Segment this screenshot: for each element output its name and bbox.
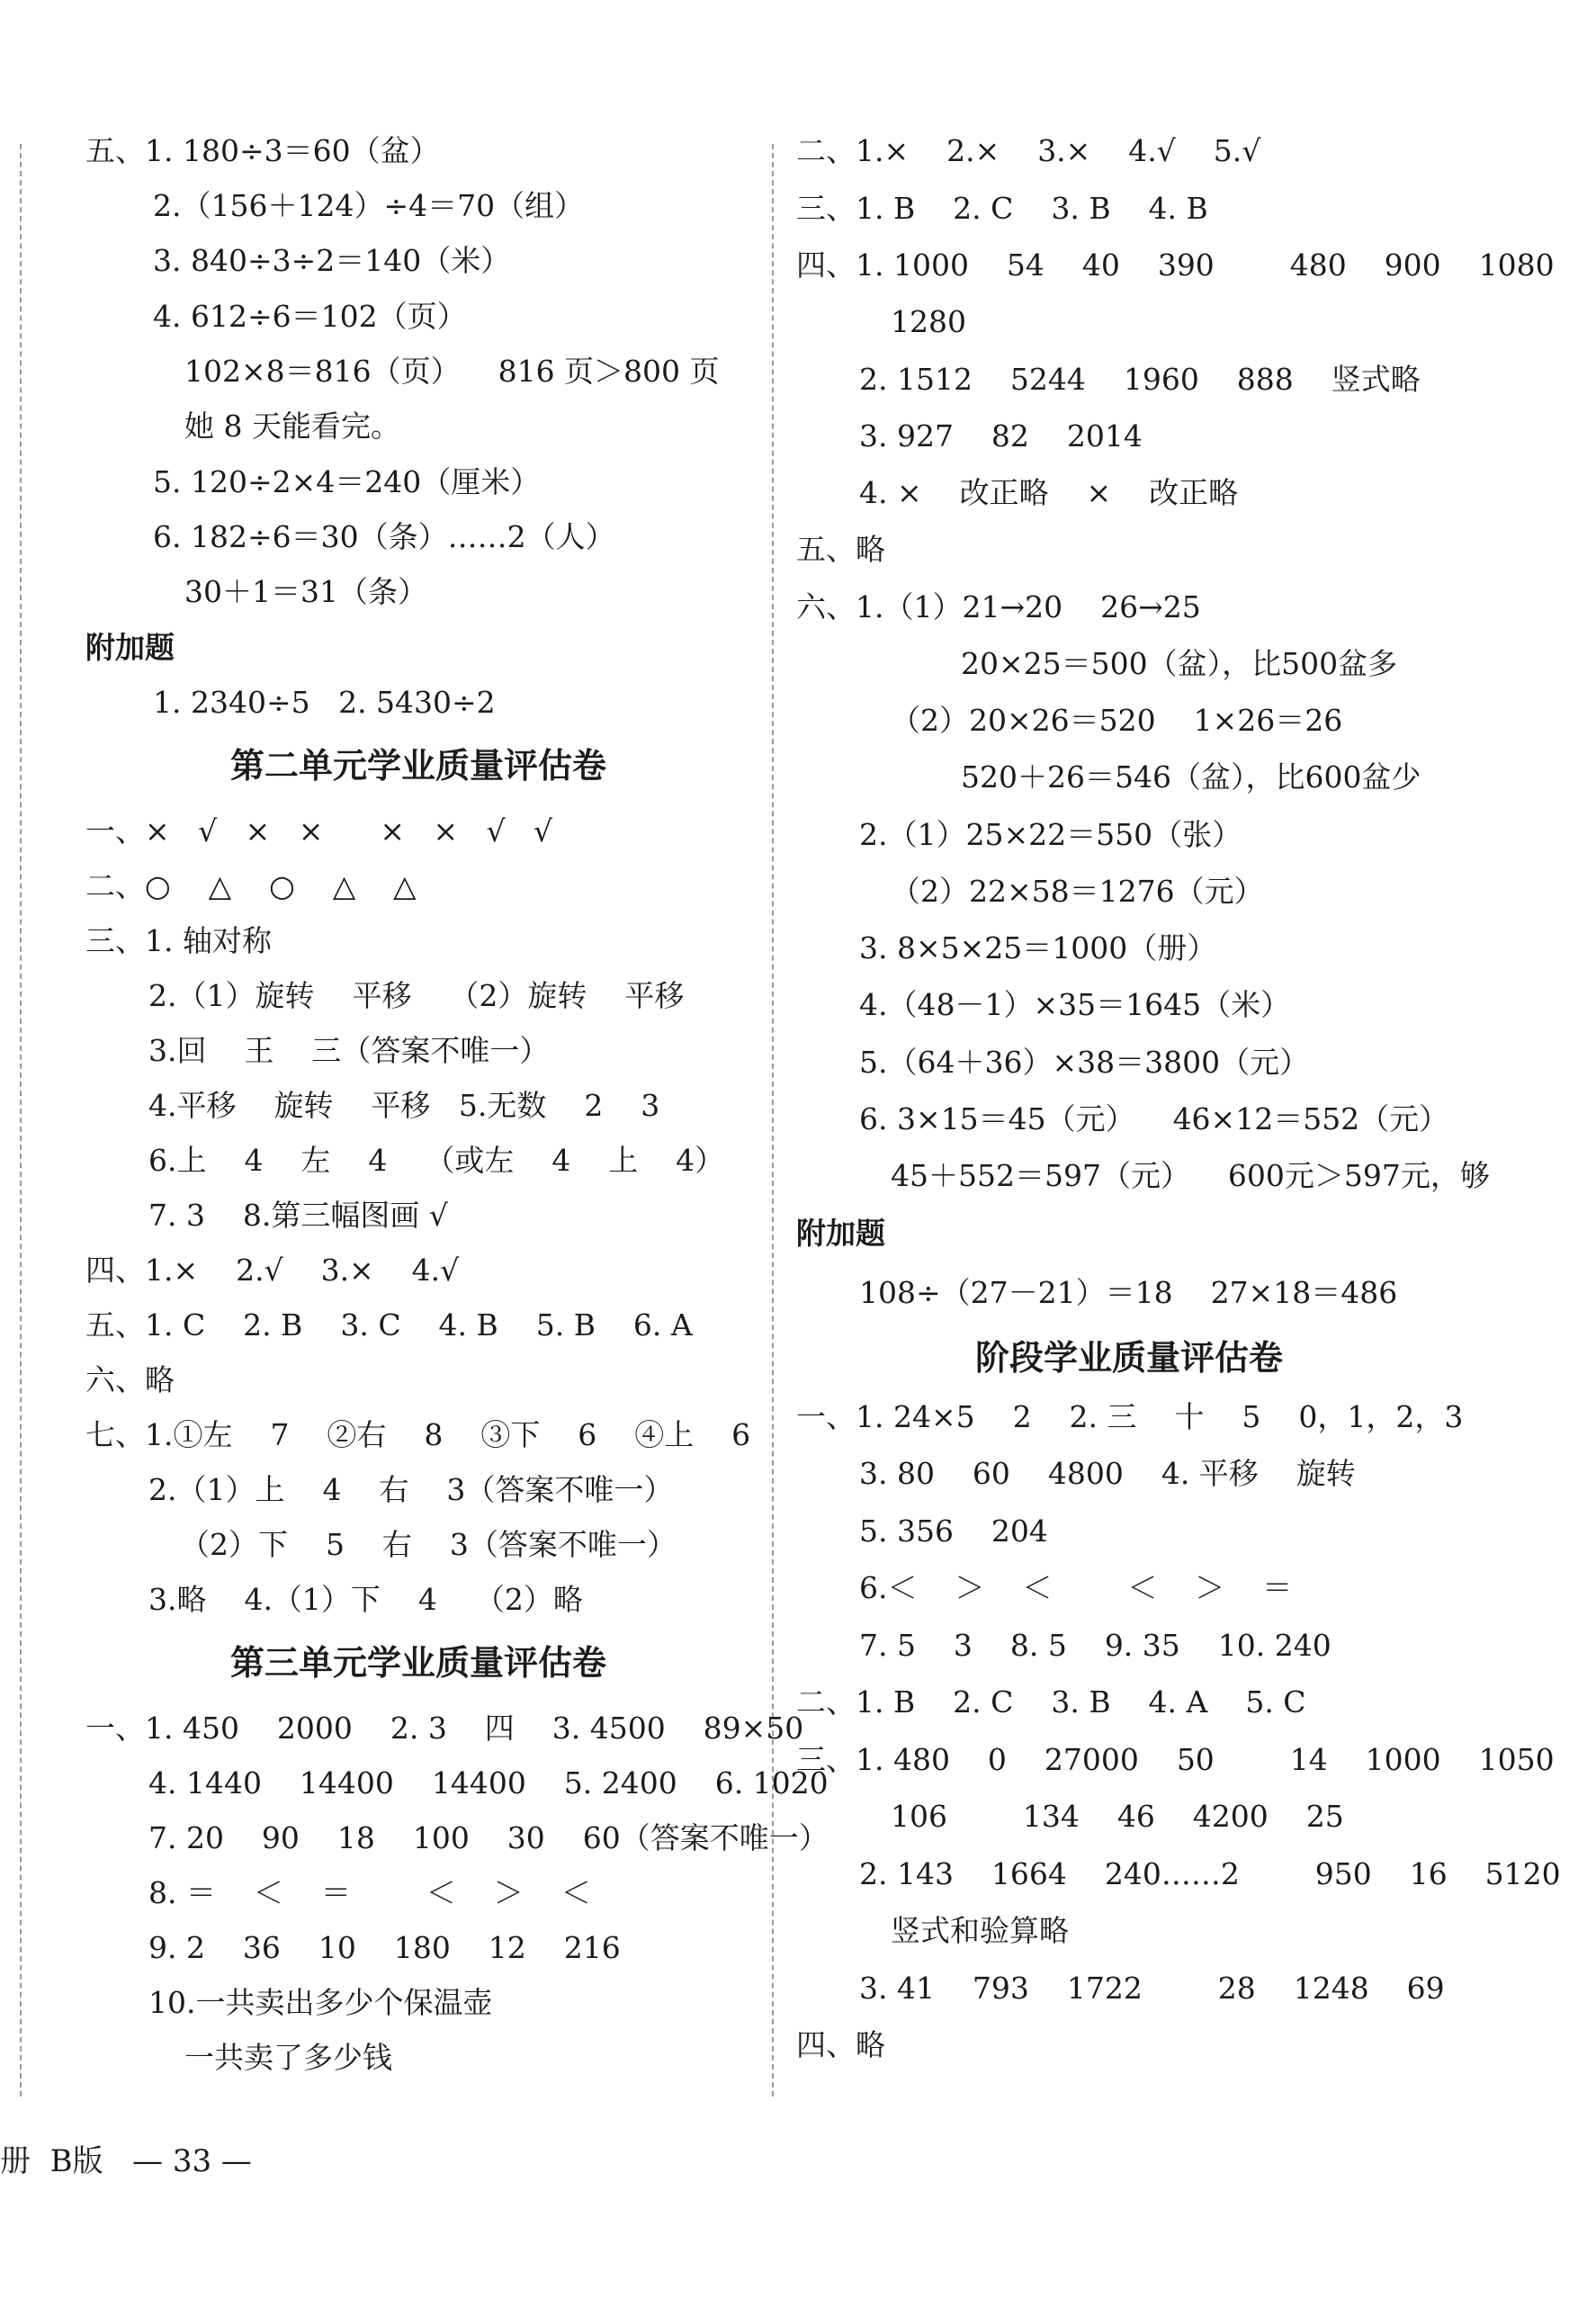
answer-line: 2.（156＋124）÷4＝70（组） [153,188,585,223]
section-heading: 第三单元学业质量评估卷 [229,1642,606,1683]
answer-line: 3. 840÷3÷2＝140（米） [153,243,511,278]
answer-line: 6.上 4 左 4 （或左 4 上 4） [148,1143,725,1178]
answer-line: 2.（1）25×22＝550（张） [859,817,1242,852]
answer-line: 5. 356 204 [859,1513,1048,1549]
page-footer: 册 B版 — 33 — [0,2143,252,2179]
answer-line: 4. 612÷6＝102（页） [153,299,467,334]
answer-line: （2）下 5 右 3（答案不唯一） [180,1527,677,1562]
answer-line: 四、1. 1000 54 40 390 480 900 1080 [796,247,1555,283]
answer-line: 一、1. 24×5 2 2. 三 十 5 0，1，2，3 [796,1399,1464,1434]
answer-line: 七、1.①左 7 ②右 8 ③下 6 ④上 6 [85,1417,751,1452]
answer-line: 五、1. 180÷3＝60（盆） [85,133,440,168]
answer-line: 四、1.× 2.√ 3.× 4.√ [85,1253,460,1288]
answer-line: 108÷（27－21）＝18 27×18＝486 [859,1275,1398,1310]
answer-line: 4. × 改正略 × 改正略 [859,475,1239,510]
answer-line: 3.略 4.（1）下 4 （2）略 [148,1582,583,1617]
answer-line: 20×25＝500（盆），比500盆多 [961,646,1398,681]
answer-line: 102×8＝816（页） 816 页＞800 页 [184,354,720,389]
answer-line: 3. 41 793 1722 28 1248 69 [859,1971,1445,2006]
answer-line: 7. 5 3 8. 5 9. 35 10. 240 [859,1628,1331,1663]
answer-line: 6.＜ ＞ ＜ ＜ ＞ ＝ [859,1570,1293,1605]
answer-line: 3.回 王 三（答案不唯一） [148,1033,550,1068]
answer-line: 6. 182÷6＝30（条）……2（人） [153,519,615,554]
answer-line: 1280 [891,304,966,339]
answer-line: 10.一共卖出多少个保温壶 [148,1985,493,2020]
section-heading: 阶段学业质量评估卷 [974,1337,1283,1378]
answer-line: 3. 927 82 2014 [859,418,1143,454]
answer-line: 三、1. B 2. C 3. B 4. B [796,191,1208,226]
answer-line: （2）20×26＝520 1×26＝26 [891,703,1343,738]
answer-line: 4.（48－1）×35＝1645（米） [859,987,1291,1022]
answer-line: 三、1. 480 0 27000 50 14 1000 1050 [796,1742,1555,1777]
answer-line: 1. 2340÷5 2. 5430÷2 [153,685,496,720]
left-margin-line [20,144,22,2097]
answer-line: 7. 20 90 18 100 30 60（答案不唯一） [148,1820,829,1855]
answer-line: 一、1. 450 2000 2. 3 四 3. 4500 89×50 [85,1711,804,1746]
answer-line: 3. 8×5×25＝1000（册） [859,930,1217,965]
answer-line: 520＋26＝546（盆），比600盆少 [961,759,1421,795]
answer-line: 四、略 [796,2027,885,2062]
answer-line: 2. 143 1664 240……2 950 16 5120 [859,1856,1561,1891]
answer-line: 二、1. B 2. C 3. B 4. A 5. C [796,1684,1306,1720]
answer-line: 106 134 46 4200 25 [891,1799,1344,1834]
answer-line: 一、× √ × × × × √ √ [85,813,553,849]
answer-line: 7. 3 8.第三幅图画 √ [148,1198,448,1233]
answer-line: 附加题 [796,1216,885,1251]
section-heading: 第二单元学业质量评估卷 [229,745,606,786]
answer-line: 竖式和验算略 [891,1913,1069,1948]
answer-line: 5. 120÷2×4＝240（厘米） [153,464,541,499]
answer-line: （2）22×58＝1276（元） [891,874,1264,909]
answer-line: 5.（64＋36）×38＝3800（元） [859,1045,1310,1080]
answer-line: 30＋1＝31（条） [184,574,427,609]
answer-line: 4. 1440 14400 14400 5. 2400 6. 1020 [148,1765,829,1801]
answer-line: 她 8 天能看完。 [184,409,400,444]
answer-line: 2. 1512 5244 1960 888 竖式略 [859,362,1421,397]
answer-line: 一共卖了多少钱 [184,2040,392,2075]
answer-line: 8. ＝ ＜ ＝ ＜ ＞ ＜ [148,1875,591,1910]
answer-line: 2.（1）上 4 右 3（答案不唯一） [148,1472,674,1507]
column-divider [772,144,774,2097]
answer-line: 二、○ △ ○ △ △ [85,868,417,903]
answer-line: 附加题 [85,630,175,665]
answer-line: 9. 2 36 10 180 12 216 [148,1930,621,1965]
answer-line: 2.（1）旋转 平移 （2）旋转 平移 [148,978,685,1013]
answer-line: 五、1. C 2. B 3. C 4. B 5. B 6. A [85,1307,693,1343]
answer-line: 六、略 [85,1362,175,1397]
answer-line: 五、略 [796,532,885,567]
answer-line: 4.平移 旋转 平移 5.无数 2 3 [148,1088,660,1123]
answer-line: 六、1.（1）21→20 26→25 [796,589,1201,624]
answer-line: 45＋552＝597（元） 600元＞597元，够 [891,1158,1490,1193]
answer-line: 三、1. 轴对称 [85,923,272,958]
answer-line: 6. 3×15＝45（元） 46×12＝552（元） [859,1101,1449,1136]
answer-line: 3. 80 60 4800 4. 平移 旋转 [859,1456,1356,1491]
answer-line: 二、1.× 2.× 3.× 4.√ 5.√ [796,133,1261,168]
